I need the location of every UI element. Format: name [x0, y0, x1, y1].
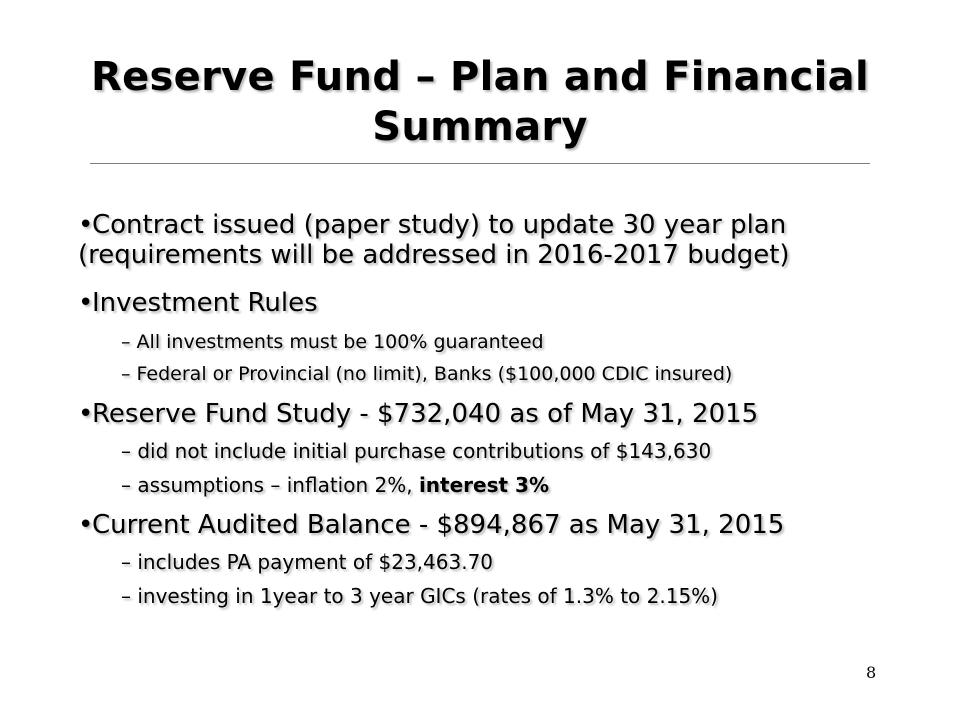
- bullet-contract-text: Contract issued (paper study) to update 30 year plan (requirements will be addressed in 2016-2017 budget): [78, 210, 790, 270]
- sub-bullet-initial-purchase: – did not include initial purchase contributions of $143,630: [121, 439, 712, 463]
- bullet-contract: [78, 210, 898, 270]
- slide-title-line-2: Summary: [372, 104, 588, 150]
- sub-bullet-guaranteed: – All investments must be 100% guaranteed: [121, 331, 544, 353]
- bullet-reserve-fund-study: [78, 399, 898, 429]
- bullet-dot-icon: •: [78, 210, 94, 240]
- slide-title-line-1: Reserve Fund – Plan and Financial: [91, 54, 869, 100]
- title-divider: [90, 163, 870, 164]
- bullet-dot-icon: •: [78, 399, 94, 429]
- bullet-reserve-fund-study-text: Reserve Fund Study - $732,040 as of May 31, 2015: [92, 399, 759, 429]
- bullet-investment-rules: [78, 288, 898, 318]
- sub-bullet-assumptions-text: – assumptions – inflation 2%,: [121, 473, 419, 497]
- slide-body: [78, 210, 898, 608]
- bullet-audited-balance: [78, 510, 898, 540]
- sub-bullet-pa-payment: – includes PA payment of $23,463.70: [121, 550, 494, 574]
- sub-bullet-interest-rate: interest 3%: [418, 473, 549, 497]
- sub-bullet-gic-investing: – investing in 1year to 3 year GICs (rates of 1.3% to 2.15%): [121, 584, 718, 608]
- bullet-investment-rules-text: Investment Rules: [92, 288, 318, 318]
- sub-bullet-assumptions: [78, 473, 898, 497]
- bullet-audited-balance-text: Current Audited Balance - $894,867 as May 31, 2015: [92, 510, 785, 540]
- slide-title: [60, 52, 900, 152]
- bullet-dot-icon: •: [78, 288, 94, 318]
- bullet-dot-icon: •: [78, 510, 94, 540]
- page-number: 8: [866, 663, 877, 682]
- sub-bullet-federal-provincial: – Federal or Provincial (no limit), Banks ($100,000 CDIC insured): [121, 363, 733, 385]
